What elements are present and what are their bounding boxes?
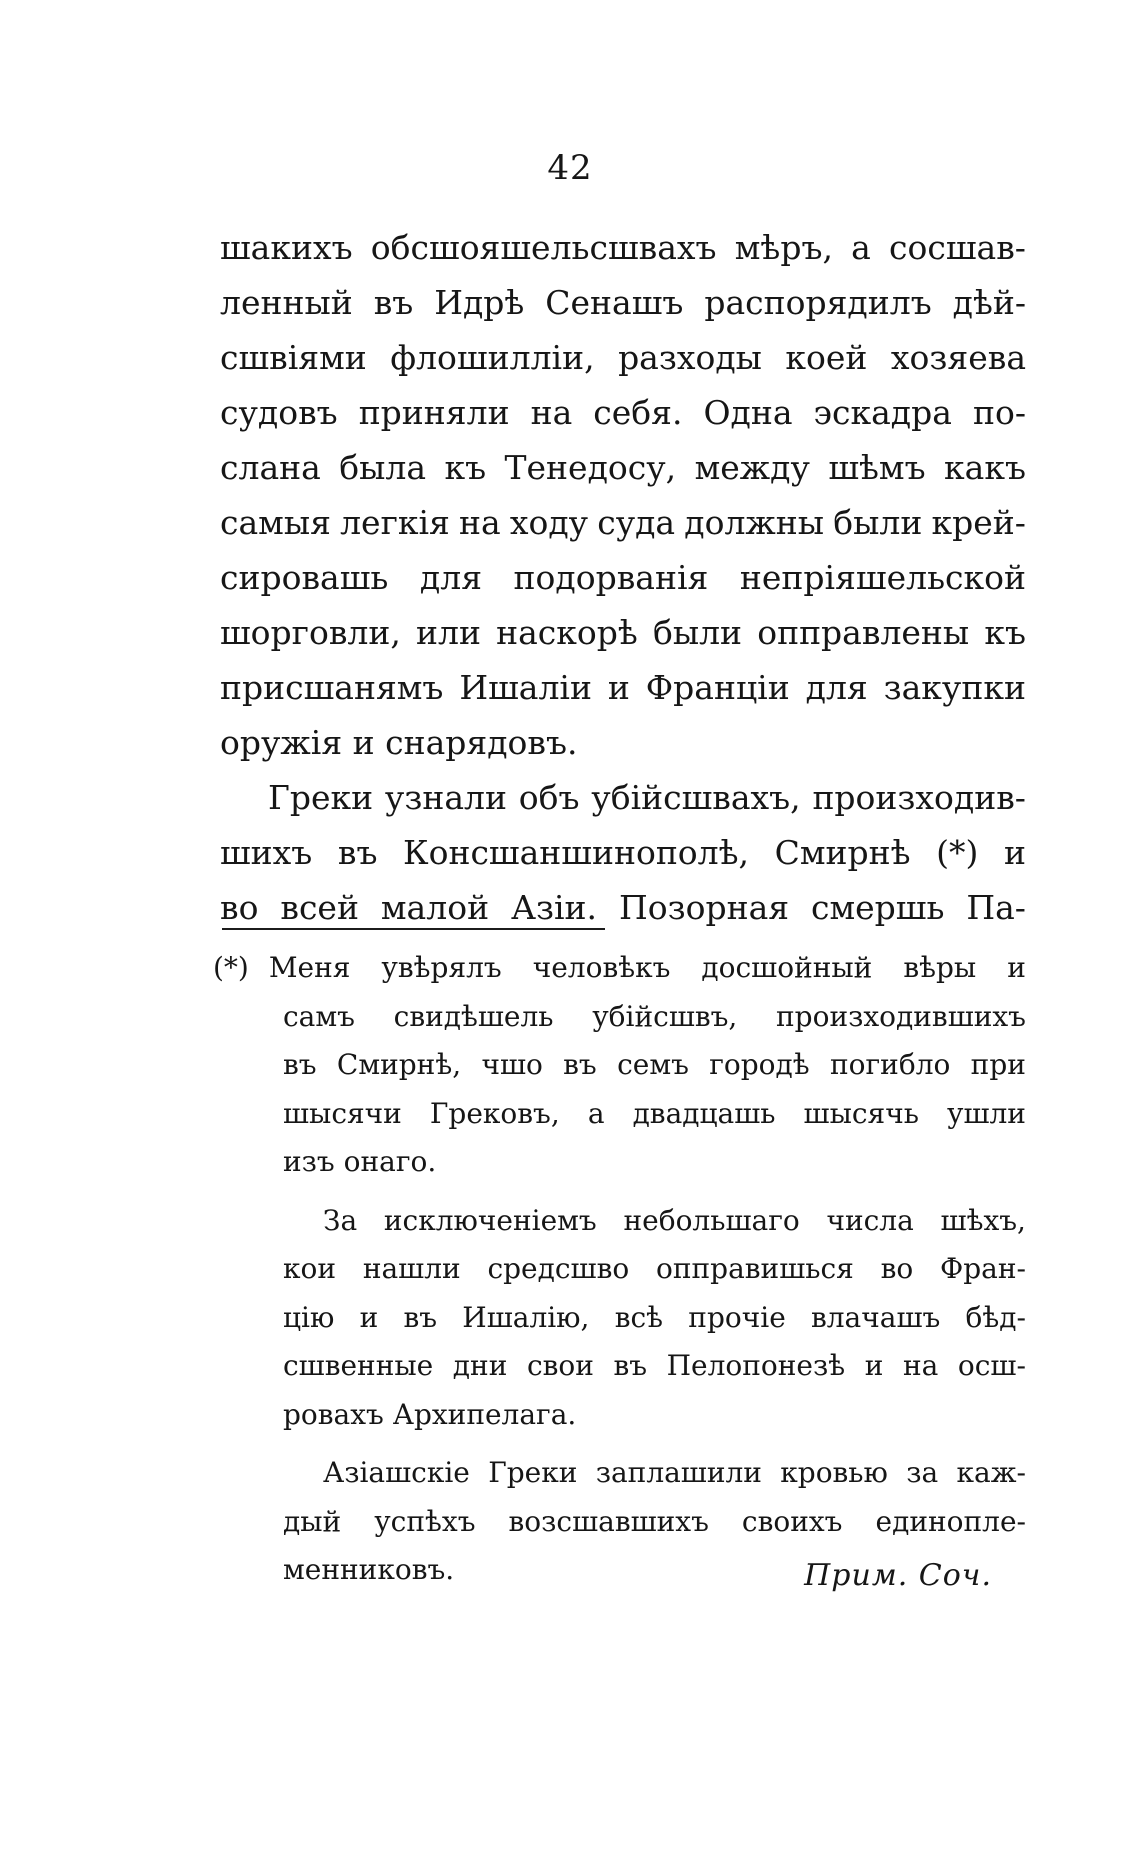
word: распорядилъ <box>704 283 932 322</box>
word: крей- <box>931 503 1026 542</box>
line-text: ровахъ Архипелага. <box>283 1397 577 1431</box>
word: объ <box>518 778 580 817</box>
line-text: оружія и снарядовъ. <box>220 723 578 762</box>
line-text: изъ онаго. <box>283 1145 437 1178</box>
word: средсшво <box>487 1252 630 1285</box>
word: на <box>530 393 573 432</box>
line-text <box>220 385 1026 440</box>
text-line <box>220 440 1026 495</box>
word: всей <box>280 888 359 927</box>
word: ушли <box>947 1096 1026 1130</box>
text-line <box>220 385 1026 440</box>
word: самъ <box>283 999 355 1033</box>
word: были <box>833 503 923 542</box>
footnote-line <box>213 1041 1026 1090</box>
word: сшвiями <box>220 338 367 377</box>
word: смершь <box>810 888 945 927</box>
word: самыя <box>220 503 331 542</box>
line-text <box>220 275 1026 330</box>
word: нашли <box>362 1252 461 1285</box>
footnote-line-text-wrap <box>269 944 1026 993</box>
line-text <box>268 770 1026 825</box>
word: обсшояшельсшвахъ <box>370 228 717 267</box>
word: къ <box>444 448 487 487</box>
word: а <box>587 1096 605 1130</box>
line-text <box>220 330 1026 385</box>
word: дни <box>452 1349 508 1382</box>
line-text <box>220 880 1026 935</box>
word: какъ <box>944 448 1026 487</box>
text-line <box>220 880 1026 935</box>
text-line <box>220 605 1026 660</box>
word: Консшаншинополѣ, <box>403 833 750 872</box>
word: наскорѣ <box>496 613 638 652</box>
word: приняли <box>358 393 510 432</box>
word: а <box>851 228 871 267</box>
word: заплашили <box>595 1456 762 1489</box>
word: и <box>359 1300 379 1334</box>
word: шакихъ <box>220 228 353 267</box>
page-number: 42 <box>547 148 593 188</box>
word: закупки <box>883 668 1026 707</box>
word: Идрѣ <box>434 283 525 322</box>
word: за <box>906 1456 939 1489</box>
line-text <box>269 944 1026 993</box>
word: дый <box>283 1504 342 1538</box>
line-text <box>283 993 1026 1042</box>
word: эскадра <box>813 393 952 432</box>
word: флошилліи, <box>390 338 595 377</box>
word: всѣ <box>614 1300 664 1334</box>
line-text <box>220 550 1026 605</box>
word: возсшавшихъ <box>508 1504 709 1538</box>
text-line <box>220 660 1026 715</box>
word: Па- <box>966 888 1026 927</box>
line-text <box>323 1197 1026 1246</box>
word: шихъ <box>220 833 313 872</box>
word: легкія <box>340 503 450 542</box>
word: Смирнѣ, <box>336 1048 462 1081</box>
line-text <box>283 1294 1026 1343</box>
word: небольшаго <box>623 1203 800 1237</box>
word: свидѣшель <box>393 999 554 1033</box>
word: прочіе <box>688 1300 786 1334</box>
word: увѣрялъ <box>381 951 502 984</box>
word: къ <box>984 613 1026 652</box>
word: въ <box>613 1349 648 1382</box>
word: Пелопонезѣ <box>666 1349 846 1382</box>
word: въ <box>373 283 414 322</box>
word: подорванія <box>513 558 709 597</box>
word: для <box>419 558 483 597</box>
line-text: менниковъ. <box>283 1553 455 1586</box>
word: цію <box>283 1300 335 1334</box>
footnote-line <box>213 1391 1026 1440</box>
word: непріяшельской <box>739 558 1026 597</box>
word: и <box>607 668 630 707</box>
text-line <box>220 275 1026 330</box>
word: своихъ <box>741 1504 843 1538</box>
word: городѣ <box>709 1048 810 1081</box>
footnote-line <box>213 1138 1026 1187</box>
footnote-line <box>213 1090 1026 1139</box>
word: погибло <box>829 1048 951 1081</box>
text-line <box>220 825 1026 880</box>
word: ленный <box>220 283 353 322</box>
word: Одна <box>703 393 793 432</box>
word: при <box>970 1048 1026 1081</box>
word: или <box>416 613 481 652</box>
word: влачашъ <box>811 1300 941 1334</box>
word: на <box>459 503 501 542</box>
footnote-signature: Прим. Соч. <box>804 1558 992 1593</box>
word: исключеніемъ <box>383 1203 597 1237</box>
word: каж- <box>956 1456 1026 1489</box>
word: Меня <box>268 951 351 984</box>
word: опправлены <box>757 613 970 652</box>
footnote-marker: (*) <box>213 951 249 984</box>
word: въ <box>403 1300 438 1334</box>
word: (*) <box>936 833 979 872</box>
line-text <box>283 1498 1026 1547</box>
text-line <box>220 715 1026 770</box>
word: шысячи <box>283 1096 402 1130</box>
word: дѣй- <box>952 283 1026 322</box>
word: коей <box>785 338 868 377</box>
word: на <box>902 1349 939 1382</box>
word: въ <box>283 1048 317 1081</box>
word: бѣд- <box>965 1300 1026 1334</box>
line-text <box>220 825 1026 880</box>
line-text <box>283 1041 1026 1090</box>
footnote-line <box>213 1294 1026 1343</box>
word: Грековъ, <box>429 1096 560 1130</box>
line-text <box>220 440 1026 495</box>
word: кровью <box>780 1456 888 1489</box>
word: Ишаліи <box>459 668 592 707</box>
line-text <box>283 1342 1026 1391</box>
word: шѣмъ <box>828 448 926 487</box>
word: свои <box>526 1349 594 1382</box>
word: должны <box>684 503 825 542</box>
word: убійсшвахъ, <box>591 778 801 817</box>
word: во <box>880 1252 914 1285</box>
main-text <box>220 220 1026 935</box>
word: сосшав- <box>889 228 1026 267</box>
word: человѣкъ <box>532 951 671 984</box>
word: успѣхъ <box>374 1504 476 1538</box>
line-text <box>283 1090 1026 1139</box>
word: Азіи. <box>510 888 598 927</box>
word: присшанямъ <box>220 668 444 707</box>
word: чшо <box>481 1048 543 1081</box>
word: шорговли, <box>220 613 401 652</box>
word: и <box>1007 951 1026 984</box>
word: вѣры <box>903 951 977 984</box>
word: За <box>323 1203 358 1237</box>
word: себя. <box>593 393 683 432</box>
footnote-line <box>213 1449 1026 1498</box>
footnote-line <box>213 1342 1026 1391</box>
text-line <box>220 330 1026 385</box>
word: опправишься <box>655 1252 854 1285</box>
word: ходу <box>509 503 589 542</box>
word: единопле- <box>875 1504 1026 1538</box>
word: мѣръ, <box>734 228 833 267</box>
word: шысячь <box>803 1096 919 1130</box>
word: двадцашь <box>632 1096 776 1130</box>
word: произходив- <box>812 778 1026 817</box>
word: во <box>220 888 259 927</box>
word: суда <box>597 503 676 542</box>
word: Азіашскіе <box>323 1456 470 1489</box>
line-text <box>220 220 1026 275</box>
word: по- <box>972 393 1026 432</box>
word: Тенедосу, <box>504 448 677 487</box>
word: Позорная <box>618 888 790 927</box>
word: были <box>652 613 743 652</box>
word: между <box>694 448 810 487</box>
footnote-line <box>213 1197 1026 1246</box>
footnote-line <box>213 1498 1026 1547</box>
word: сировашь <box>220 558 389 597</box>
word: Смирнѣ <box>774 833 911 872</box>
text-line <box>220 220 1026 275</box>
word: въ <box>563 1048 597 1081</box>
word: и <box>1004 833 1026 872</box>
footnote-divider <box>222 928 605 930</box>
word: была <box>339 448 427 487</box>
text-line <box>220 495 1026 550</box>
word: судовъ <box>220 393 338 432</box>
line-text <box>220 495 1026 550</box>
line-text <box>220 660 1026 715</box>
line-text <box>323 1449 1026 1498</box>
word: разходы <box>618 338 762 377</box>
word: произходившихъ <box>776 999 1026 1033</box>
word: досшойный <box>701 951 873 984</box>
word: семъ <box>617 1048 689 1081</box>
word: убійсшвъ, <box>592 999 738 1033</box>
word: малой <box>380 888 490 927</box>
line-text <box>283 1245 1026 1294</box>
footnote <box>213 944 1026 1595</box>
word: для <box>805 668 868 707</box>
word: шѣхъ, <box>940 1203 1026 1237</box>
word: Сенашъ <box>545 283 684 322</box>
word: хозяева <box>890 338 1026 377</box>
word: въ <box>337 833 378 872</box>
word: сшвенные <box>283 1349 434 1382</box>
text-line <box>220 770 1026 825</box>
word: осш- <box>957 1349 1026 1382</box>
word: Греки <box>488 1456 578 1489</box>
footnote-line <box>213 944 1026 993</box>
word: числа <box>826 1203 914 1237</box>
footnote-line <box>213 993 1026 1042</box>
word: Греки <box>268 778 374 817</box>
word: и <box>864 1349 884 1382</box>
word: кои <box>283 1252 337 1285</box>
word: слана <box>220 448 321 487</box>
text-line <box>220 550 1026 605</box>
word: Франціи <box>645 668 790 707</box>
footnote-line <box>213 1245 1026 1294</box>
line-text <box>220 605 1026 660</box>
word: Ишалію, <box>462 1300 590 1334</box>
word: узнали <box>384 778 507 817</box>
word: Фран- <box>940 1252 1026 1285</box>
